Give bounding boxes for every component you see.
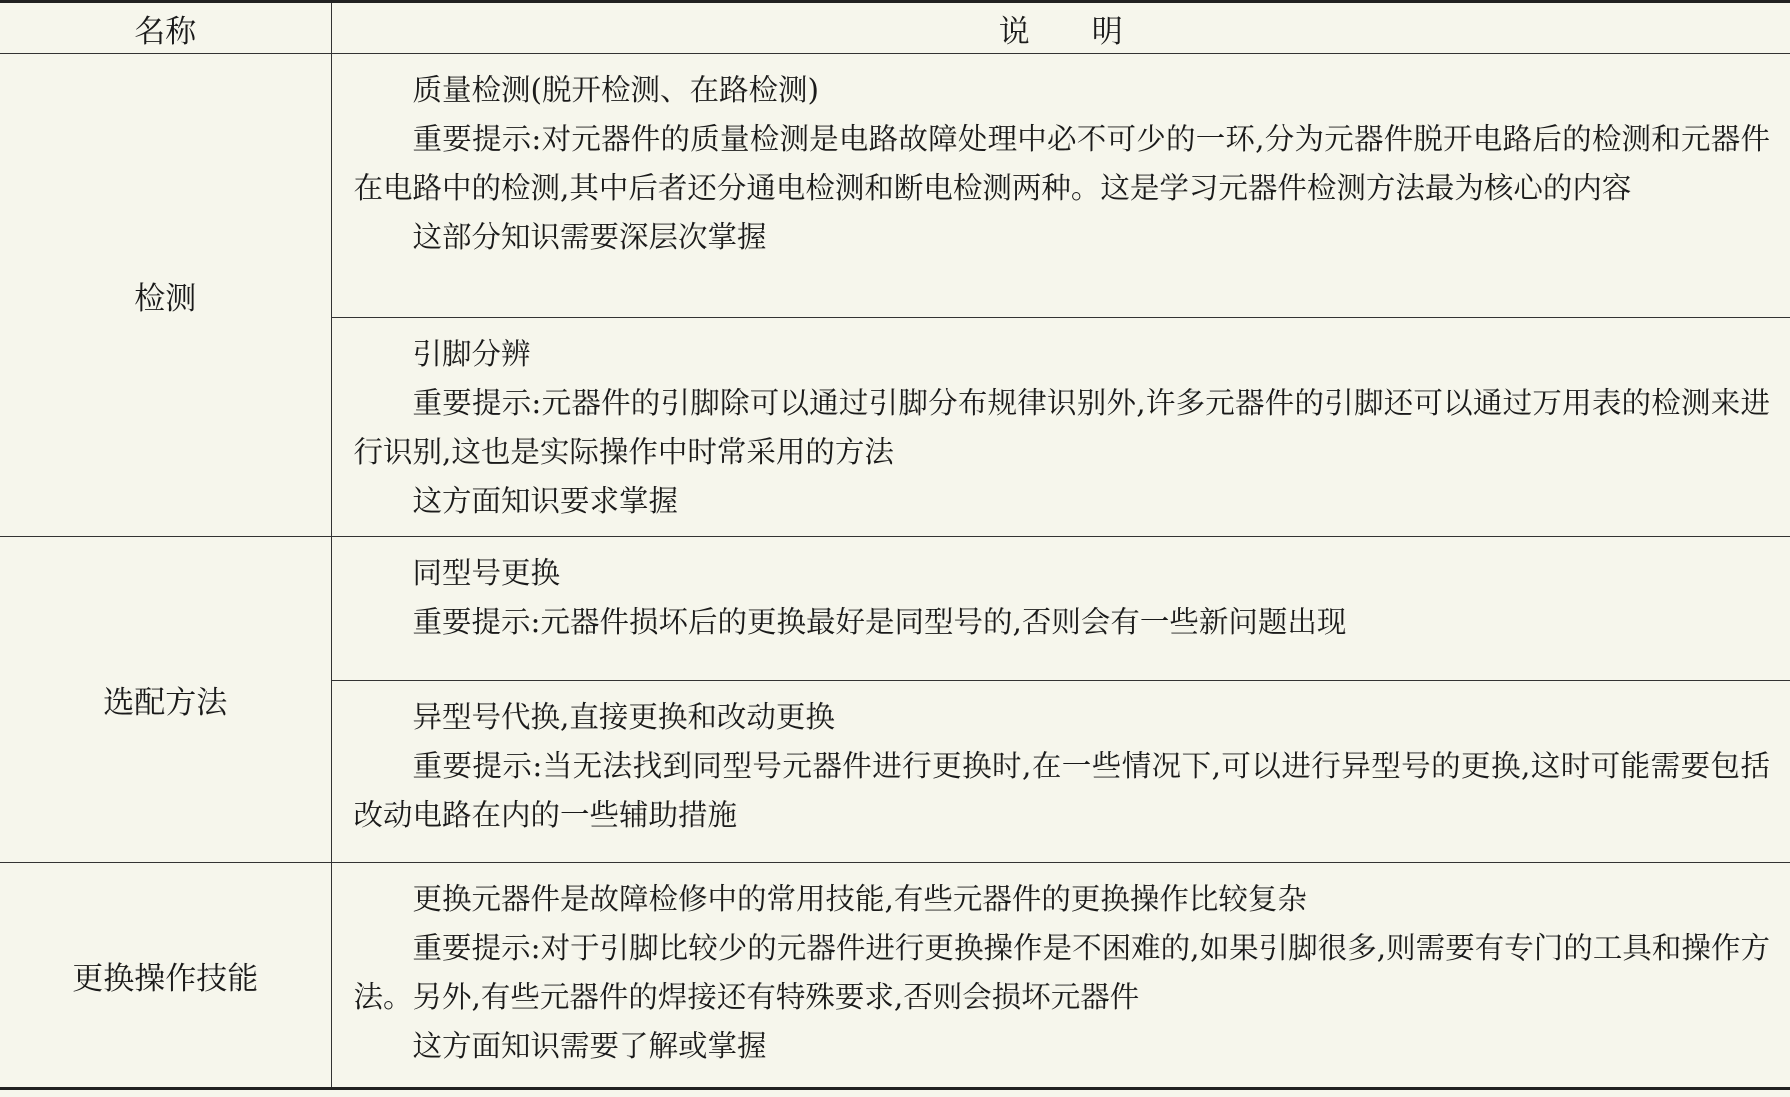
description-cell: [331, 681, 1790, 863]
entry-note: 这方面知识需要了解或掌握: [412, 1029, 767, 1063]
row-name-selection: 选配方法: [0, 537, 331, 863]
row-name-detection: 检测: [0, 54, 331, 537]
description-cell: [331, 54, 1790, 318]
header-description-cell: 说 明: [331, 2, 1790, 54]
table-header-row: [0, 2, 1790, 54]
entry-tip: 重要提示:对于引脚比较少的元器件进行更换操作是不困难的,如果引脚很多,则需要有专门的工具和操作方法。另外,有些元器件的焊接还有特殊要求,否则会损坏元器件: [353, 931, 1770, 1014]
entry-title: 异型号代换,直接更换和改动更换: [412, 700, 835, 734]
entry-title: 质量检测(脱开检测、在路检测): [412, 73, 820, 107]
entry-tip: 重要提示:元器件的引脚除可以通过引脚分布规律识别外,许多元器件的引脚还可以通过万用表的检测来进行识别,这也是实际操作中时常采用的方法: [353, 386, 1770, 469]
header-name-cell: 名称: [0, 2, 331, 54]
entry-note: 这部分知识需要深层次掌握: [412, 220, 767, 254]
description-cell: [331, 537, 1790, 681]
table-row: [0, 863, 1790, 1089]
entry-title: 引脚分辨: [412, 337, 531, 371]
entry-note: 这方面知识要求掌握: [412, 484, 679, 518]
entry-title: 同型号更换: [412, 556, 561, 590]
entry-tip: 重要提示:元器件损坏后的更换最好是同型号的,否则会有一些新问题出现: [412, 605, 1347, 639]
description-cell: [331, 318, 1790, 537]
table-row: [0, 54, 1790, 318]
table-row: [0, 537, 1790, 681]
row-name-replacement-skill: 更换操作技能: [0, 863, 331, 1089]
entry-title: 更换元器件是故障检修中的常用技能,有些元器件的更换操作比较复杂: [412, 882, 1307, 916]
description-cell: [331, 863, 1790, 1089]
entry-tip: 重要提示:对元器件的质量检测是电路故障处理中必不可少的一环,分为元器件脱开电路后的检测和元器件在电路中的检测,其中后者还分通电检测和断电检测两种。这是学习元器件检测方法最为核心的内容: [353, 122, 1770, 205]
entry-tip: 重要提示:当无法找到同型号元器件进行更换时,在一些情况下,可以进行异型号的更换,这时可能需要包括改动电路在内的一些辅助措施: [353, 749, 1770, 832]
